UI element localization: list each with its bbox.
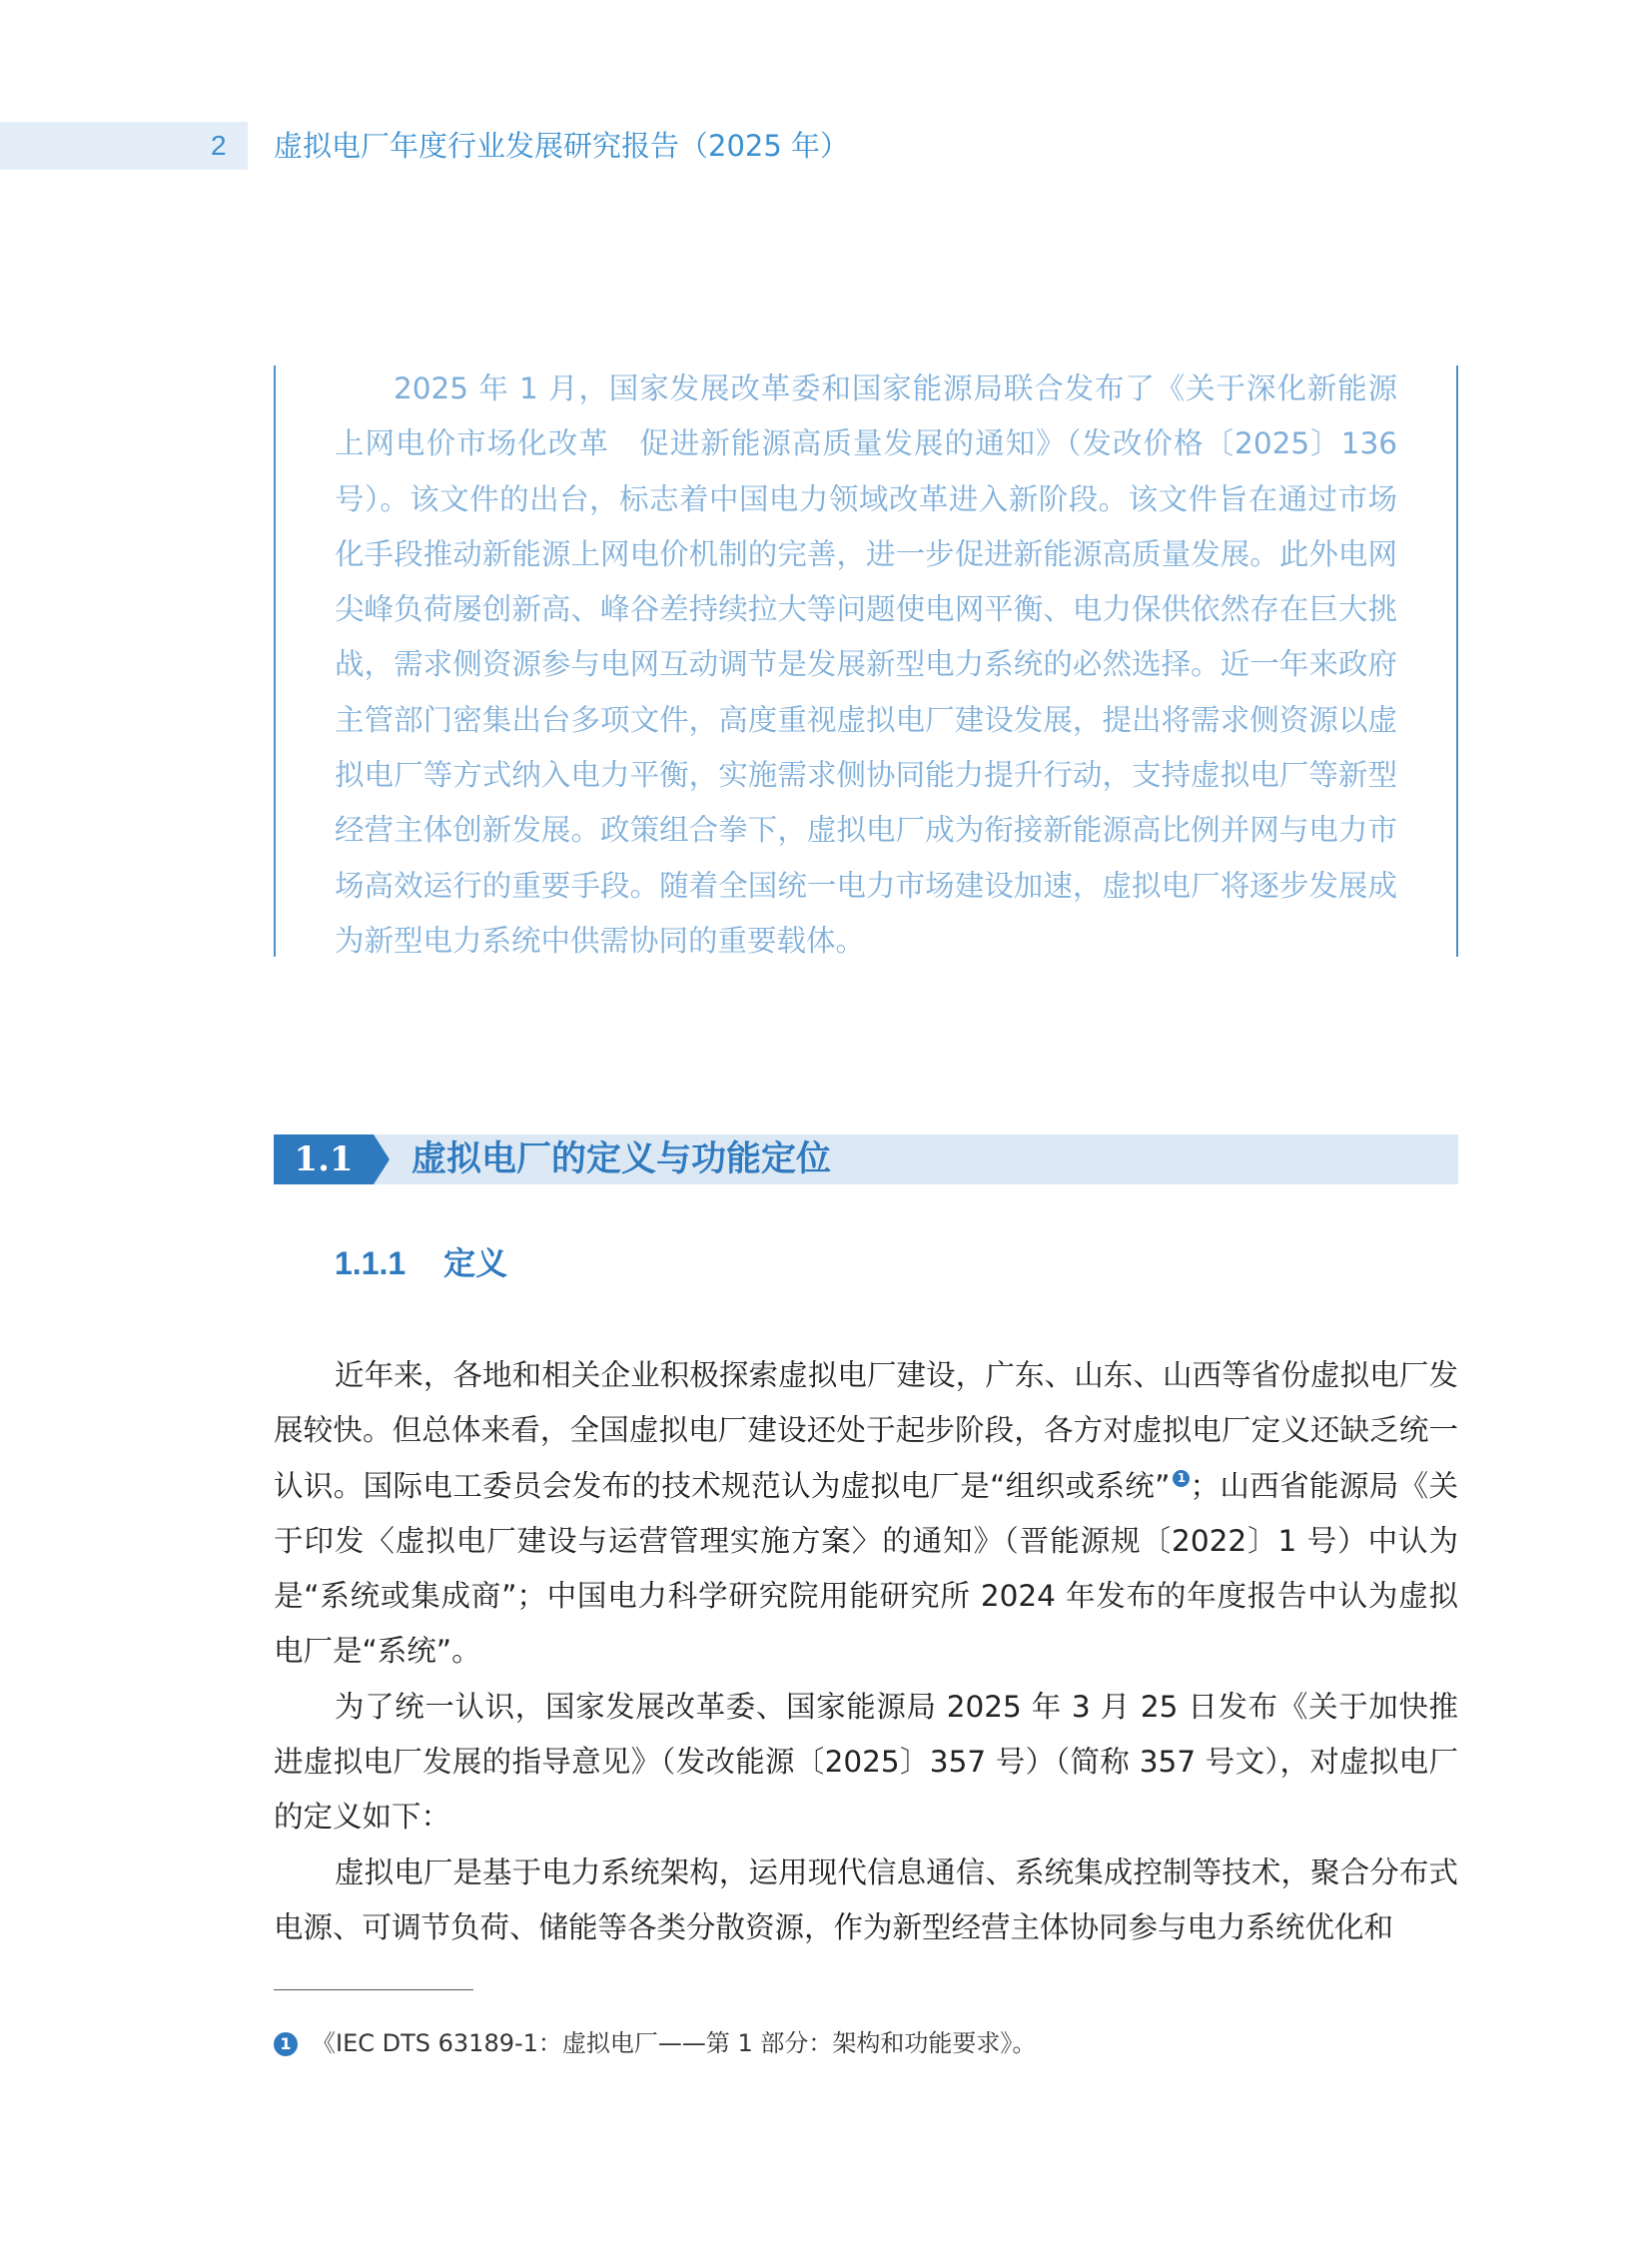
page-number: 2 [211, 130, 227, 161]
intro-paragraph: 2025 年 1 月，国家发展改革委和国家能源局联合发布了《关于深化新能源上网电价市场化改革 促进新能源高质量发展的通知》（发改价格〔2025〕136 号）。该文件的出台，标志着中国电力领域改革进入新阶段。该文件旨在通过市场化手段推动新能源上网电价机制的完善，进一步促进新能源高质量发展。此外电网尖峰负荷屡创新高、峰谷差持续拉大等问题使电网平衡、电力保供依然存在巨大挑战，需求侧资源参与电网互动调节是发展新型电力系统的必然选择。近一年来政府主管部门密集出台多项文件，高度重视虚拟电厂建设发展，提出将需求侧资源以虚拟电厂等方式纳入电力平衡，实施需求侧协同能力提升行动，支持虚拟电厂等新型经营主体创新发展。政策组合拳下，虚拟电厂成为衔接新能源高比例并网与电力市场高效运行的重要手段。随着全国统一电力市场建设加速，虚拟电厂将逐步发展成为新型电力系统中供需协同的重要载体。 [335, 372, 1397, 958]
footnote-marker: 1 [274, 2032, 298, 2056]
body-text [274, 1348, 1458, 1955]
body-paragraph [274, 1348, 1458, 1680]
subsection-title: 定义 [443, 1244, 508, 1282]
section-title: 虚拟电厂的定义与功能定位 [412, 1138, 832, 1179]
footnote [274, 2026, 1036, 2060]
footnote-reference[interactable]: 1 [1173, 1470, 1190, 1487]
running-title: 虚拟电厂年度行业发展研究报告（2025 年） [274, 129, 850, 163]
section-number: 1.1 [294, 1139, 354, 1179]
body-paragraph: 虚拟电厂是基于电力系统架构，运用现代信息通信、系统集成控制等技术，聚合分布式电源、可调节负荷、储能等各类分散资源，作为新型经营主体协同参与电力系统优化和 [274, 1855, 1458, 1944]
section-arrow-icon [374, 1134, 390, 1184]
body-paragraph-text: 近年来，各地和相关企业积极探索虚拟电厂建设，广东、山东、山西等省份虚拟电厂发展较快。但总体来看，全国虚拟电厂建设还处于起步阶段，各方对虚拟电厂定义还缺乏统一认识。国际电工委员会发布的技术规范认为虚拟电厂是“组织或系统” [274, 1358, 1458, 1503]
footnote-text: 《IEC DTS 63189-1：虚拟电厂——第 1 部分：架构和功能要求》。 [312, 2029, 1037, 2057]
subsection-heading [335, 1240, 507, 1286]
body-paragraph: 为了统一认识，国家发展改革委、国家能源局 2025 年 3 月 25 日发布《关于加快推进虚拟电厂发展的指导意见》（发改能源〔2025〕357 号）（简称 357 号文），对虚拟电厂的定义如下： [274, 1689, 1458, 1835]
body-paragraph-text: ；山西省能源局《关于印发〈虚拟电厂建设与运营管理实施方案〉的通知》（晋能源规〔2022〕1 号）中认为是“系统或集成商”；中国电力科学研究院用能研究所 2024 年发布的年度报告中认为虚拟电厂是“系统”。 [274, 1468, 1458, 1669]
footnote-divider [274, 1989, 473, 1990]
subsection-number: 1.1.1 [335, 1245, 407, 1281]
